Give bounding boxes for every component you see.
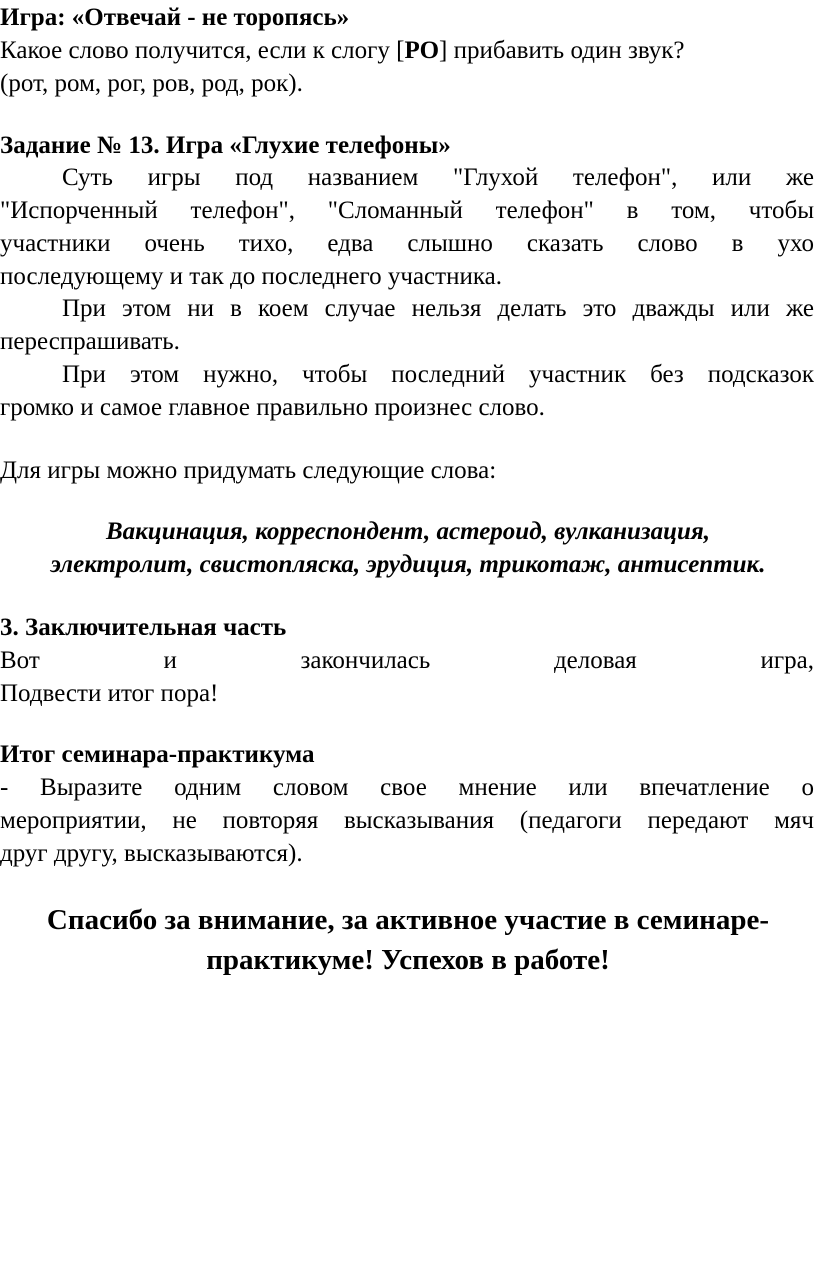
- game1-answers: (рот, ром, рог, ров, род, рок).: [0, 70, 303, 97]
- game1-question-post: ] прибавить один звук?: [439, 37, 685, 64]
- task13-p3-line2: громко и самое главное правильно произнес слово.: [0, 394, 545, 421]
- summary-title: Итог семинара-практикума: [0, 741, 315, 768]
- game1-question-pre: Какое слово получится, если к слогу [: [0, 37, 405, 64]
- summary-line3: друг другу, высказываются).: [0, 840, 303, 867]
- closing-line1: Спасибо за внимание, за активное участие в семинаре-: [46, 904, 770, 936]
- part3-word-1: Вот: [0, 647, 40, 674]
- task13-p2-line1: При этом ни в коем случае нельзя делать это дважды или же: [62, 295, 814, 322]
- part3-word-5: игра,: [760, 647, 814, 674]
- part3-word-4: деловая: [553, 647, 637, 674]
- task13-p2-line2: переспрашивать.: [0, 328, 180, 355]
- task13-p3-line1: При этом нужно, чтобы последний участник без подсказок: [62, 361, 814, 388]
- part3-word-3: закончилась: [300, 647, 431, 674]
- summary-line1: - Выразите одним словом свое мнение или впечатление о: [0, 774, 814, 801]
- task13-p1-line3: участники очень тихо, едва слышно сказать слово в ухо: [0, 230, 814, 257]
- summary-line2: мероприятии, не повторяя высказывания (педагоги передают мяч: [0, 807, 814, 834]
- words-intro: Для игры можно придумать следующие слова:: [0, 457, 497, 484]
- part3-line2: Подвести итог пора!: [0, 680, 219, 707]
- game1-title: Игра: «Отвечай - не торопясь»: [0, 4, 350, 31]
- part3-line1: [0, 645, 814, 677]
- task13-p1-line4: последующему и так до последнего участника.: [0, 263, 502, 290]
- words-line1: Вакцинация, корреспондент, астероид, вулканизация,: [105, 518, 711, 545]
- game1-syllable: РО: [404, 37, 440, 64]
- part3-title: 3. Заключительная часть: [0, 614, 287, 641]
- task13-title: Задание № 13. Игра «Глухие телефоны»: [0, 132, 451, 159]
- closing-line2: практикуме! Успехов в работе!: [206, 944, 610, 976]
- words-line2: электролит, свистопляска, эрудиция, трикотаж, антисептик.: [50, 551, 766, 578]
- game1-question: [0, 35, 685, 67]
- task13-p1-line1: Суть игры под названием "Глухой телефон", или же: [62, 164, 814, 191]
- task13-p1-line2: "Испорченный телефон", "Сломанный телефон" в том, чтобы: [0, 197, 814, 224]
- part3-word-2: и: [163, 647, 177, 674]
